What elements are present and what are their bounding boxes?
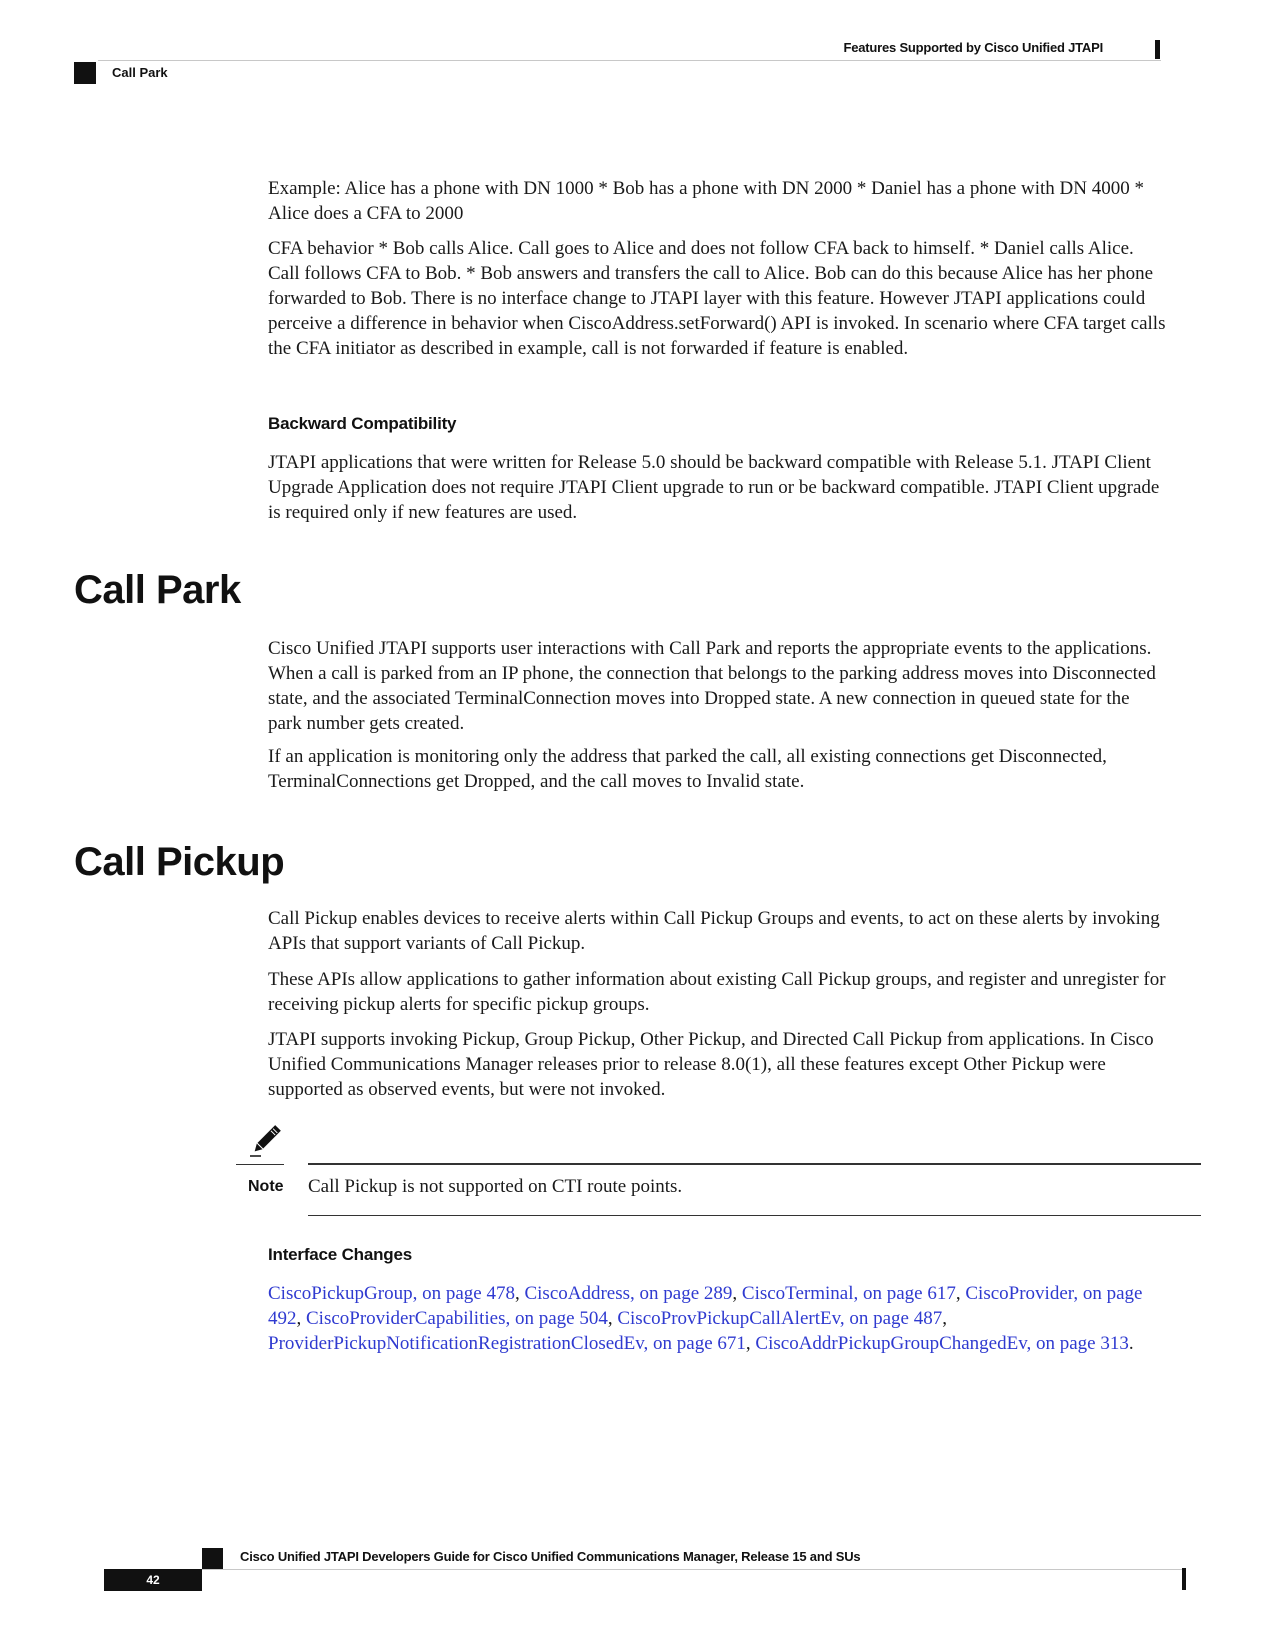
page-number: 42	[104, 1569, 202, 1591]
link-cisco-pickup-group[interactable]: CiscoPickupGroup, on page 478	[268, 1283, 515, 1304]
link-separator: ,	[745, 1333, 756, 1354]
link-cisco-terminal[interactable]: CiscoTerminal, on page 617	[741, 1283, 956, 1304]
note-label: Note	[248, 1178, 284, 1195]
call-pickup-title: Call Pickup	[74, 840, 285, 884]
call-pickup-paragraph-3: JTAPI supports invoking Pickup, Group Pickup, Other Pickup, and Directed Call Pickup from applications. In Cisco Unified Communications Manager releases prior to release 8.0(1), all these features except Other Pickup were supported as observed events, but were not invoked.	[268, 1029, 1154, 1100]
running-header-section: Call Park	[112, 65, 168, 80]
call-pickup-paragraph-1: Call Pickup enables devices to receive alerts within Call Pickup Groups and events, to act on these alerts by invoking APIs that support variants of Call Pickup.	[268, 908, 1160, 954]
link-cisco-prov-pickup-call-alert-ev[interactable]: CiscoProvPickupCallAlertEv, on page 487	[617, 1308, 943, 1329]
footer-marker	[202, 1548, 223, 1569]
link-provider-pickup-notification-registration-closed-ev[interactable]: ProviderPickupNotificationRegistrationClosedEv, on page 671	[268, 1333, 746, 1354]
example-paragraph: Example: Alice has a phone with DN 1000 * Bob has a phone with DN 2000 * Daniel has a phone with DN 4000 * Alice does a CFA to 2000	[268, 178, 1144, 224]
call-park-title: Call Park	[74, 568, 241, 612]
link-cisco-provider[interactable]: CiscoProvider, on page 492	[268, 1283, 1143, 1329]
running-header-chapter-title: Features Supported by Cisco Unified JTAPI	[843, 40, 1103, 55]
backward-compatibility-paragraph: JTAPI applications that were written for Release 5.0 should be backward compatible with Release 5.1. JTAPI Client Upgrade Application does not require JTAPI Client upgrade to run or be backward compatible. JTAPI Client upgrade is required only if new features are used.	[268, 452, 1160, 523]
link-separator: ,	[732, 1283, 742, 1304]
call-park-paragraph-1: Cisco Unified JTAPI supports user interactions with Call Park and reports the appropriate events to the applications. When a call is parked from an IP phone, the connection that belongs to the parking address moves into Disconnected state, and the associated TerminalConnection moves into Dropped state. A new connection in queued state for the park number gets created.	[268, 638, 1156, 734]
interface-changes-heading: Interface Changes	[268, 1245, 412, 1264]
link-cisco-provider-capabilities[interactable]: CiscoProviderCapabilities, on page 504	[306, 1308, 608, 1329]
link-separator: ,	[607, 1308, 618, 1329]
note-text: Call Pickup is not supported on CTI route points.	[308, 1176, 683, 1197]
link-separator: ,	[514, 1283, 525, 1304]
cfa-behavior-paragraph: CFA behavior * Bob calls Alice. Call goes to Alice and does not follow CFA back to himself. * Daniel calls Alice. Call follows CFA to Bob. * Bob answers and transfers the call to Alice. Bob can do this because Alice has her phone forwarded to Bob. There is no interface change to JTAPI layer with this feature. However JTAPI applications could perceive a difference in behavior when CiscoAddress.setForward() API is invoked. In scenario where CFA target calls the CFA initiator as described in example, call is not forwarded if feature is enabled.	[268, 238, 1166, 359]
link-separator: ,	[942, 1308, 947, 1329]
links-end-period: .	[1128, 1333, 1134, 1354]
interface-changes-links	[268, 1281, 1168, 1356]
header-section-marker	[74, 62, 96, 84]
footer-guide-title: Cisco Unified JTAPI Developers Guide for Cisco Unified Communications Manager, Release 15 and SUs	[240, 1549, 861, 1564]
footer-bar-decoration	[1182, 1568, 1186, 1590]
header-bar-decoration	[1155, 40, 1160, 59]
pencil-note-icon	[248, 1122, 284, 1158]
note-rule-left	[236, 1164, 284, 1165]
header-rule	[98, 60, 1161, 61]
link-separator: ,	[955, 1283, 966, 1304]
note-rule-top	[308, 1163, 1201, 1165]
footer-rule	[202, 1569, 1182, 1570]
call-park-paragraph-2: If an application is monitoring only the address that parked the call, all existing connections get Disconnected, TerminalConnections get Dropped, and the call moves to Invalid state.	[268, 746, 1107, 792]
call-pickup-paragraph-2: These APIs allow applications to gather information about existing Call Pickup groups, and register and unregister for receiving pickup alerts for specific pickup groups.	[268, 969, 1166, 1015]
link-cisco-address[interactable]: CiscoAddress, on page 289	[524, 1283, 733, 1304]
link-separator: ,	[296, 1308, 306, 1329]
backward-compatibility-heading: Backward Compatibility	[268, 414, 457, 433]
link-cisco-addr-pickup-group-changed-ev[interactable]: CiscoAddrPickupGroupChangedEv, on page 313	[755, 1333, 1129, 1354]
note-rule-bottom	[308, 1215, 1201, 1216]
